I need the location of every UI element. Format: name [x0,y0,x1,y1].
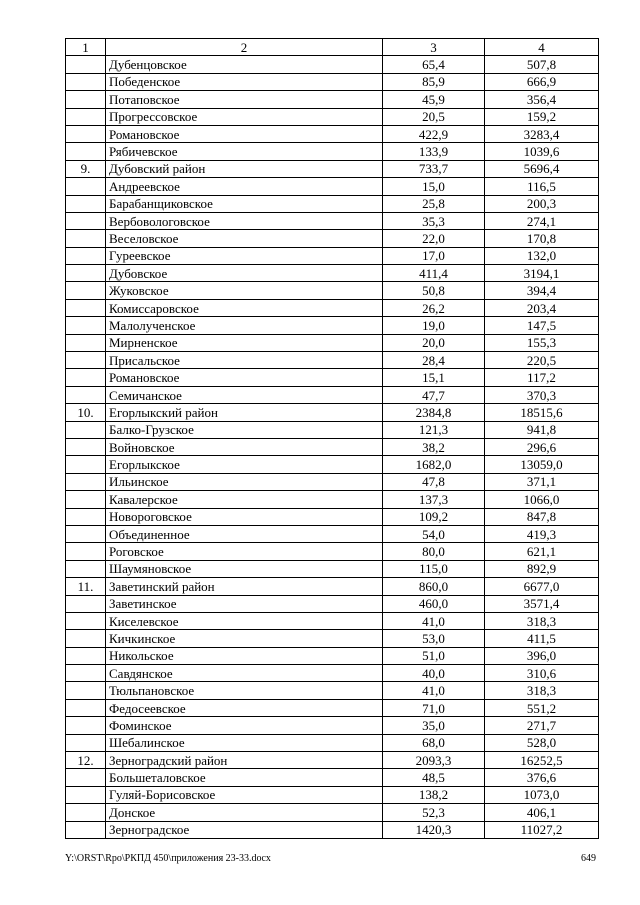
column-3-value-cell: 41,0 [383,612,485,629]
row-number-cell [66,317,106,334]
row-number-cell [66,73,106,90]
row-number-cell [66,717,106,734]
column-3-value-cell: 65,4 [383,56,485,73]
row-number-cell [66,525,106,542]
row-number-cell [66,595,106,612]
table-row [66,108,599,125]
row-number-cell [66,91,106,108]
table-row [66,282,599,299]
settlement-name-cell: Егорлыкский район [106,404,383,421]
column-4-value-cell: 941,8 [485,421,599,438]
settlement-name-cell: Балко-Грузское [106,421,383,438]
table-row [66,682,599,699]
column-4-value-cell: 11027,2 [485,821,599,838]
column-3-value-cell: 47,8 [383,473,485,490]
column-3-value-cell: 137,3 [383,491,485,508]
row-number-cell [66,473,106,490]
table-row [66,595,599,612]
table-row [66,786,599,803]
column-3-value-cell: 422,9 [383,125,485,142]
column-3-value-cell: 80,0 [383,543,485,560]
column-4-value-cell: 356,4 [485,91,599,108]
row-number-cell [66,804,106,821]
column-3-value-cell: 41,0 [383,682,485,699]
column-4-value-cell: 170,8 [485,230,599,247]
column-4-value-cell: 370,3 [485,386,599,403]
table-row [66,491,599,508]
table-row [66,752,599,769]
header-cell-1: 1 [66,39,106,56]
column-4-value-cell: 147,5 [485,317,599,334]
column-4-value-cell: 5696,4 [485,160,599,177]
column-4-value-cell: 159,2 [485,108,599,125]
settlement-name-cell: Новороговское [106,508,383,525]
settlement-name-cell: Веселовское [106,230,383,247]
table-row [66,804,599,821]
settlement-name-cell: Дубенцовское [106,56,383,73]
settlement-name-cell: Комиссаровское [106,299,383,316]
column-3-value-cell: 35,0 [383,717,485,734]
table-row [66,247,599,264]
column-4-value-cell: 296,6 [485,438,599,455]
table-row [66,178,599,195]
settlement-name-cell: Присальское [106,352,383,369]
column-3-value-cell: 133,9 [383,143,485,160]
column-3-value-cell: 733,7 [383,160,485,177]
column-3-value-cell: 50,8 [383,282,485,299]
column-4-value-cell: 394,4 [485,282,599,299]
column-3-value-cell: 411,4 [383,265,485,282]
column-4-value-cell: 892,9 [485,560,599,577]
settlement-name-cell: Гуляй-Борисовское [106,786,383,803]
header-cell-3: 3 [383,39,485,56]
row-number-cell [66,247,106,264]
settlement-name-cell: Донское [106,804,383,821]
settlement-name-cell: Егорлыкское [106,456,383,473]
table-row [66,525,599,542]
column-4-value-cell: 18515,6 [485,404,599,421]
row-number-cell [66,230,106,247]
column-3-value-cell: 17,0 [383,247,485,264]
row-number-cell [66,612,106,629]
table-row [66,160,599,177]
table-row [66,56,599,73]
column-3-value-cell: 26,2 [383,299,485,316]
table-row [66,456,599,473]
column-4-value-cell: 621,1 [485,543,599,560]
column-4-value-cell: 274,1 [485,212,599,229]
row-number-cell [66,334,106,351]
column-4-value-cell: 318,3 [485,682,599,699]
settlement-name-cell: Зерноградский район [106,752,383,769]
table-row [66,386,599,403]
row-number-cell [66,491,106,508]
column-3-value-cell: 2384,8 [383,404,485,421]
row-number-cell [66,212,106,229]
row-number-cell [66,508,106,525]
column-3-value-cell: 2093,3 [383,752,485,769]
row-number-cell: 10. [66,404,106,421]
column-4-value-cell: 318,3 [485,612,599,629]
column-4-value-cell: 1066,0 [485,491,599,508]
column-3-value-cell: 15,0 [383,178,485,195]
table-row [66,734,599,751]
column-4-value-cell: 666,9 [485,73,599,90]
column-3-value-cell: 47,7 [383,386,485,403]
column-3-value-cell: 38,2 [383,438,485,455]
table-row [66,630,599,647]
column-3-value-cell: 51,0 [383,647,485,664]
table-row [66,473,599,490]
table-row [66,421,599,438]
table-row [66,647,599,664]
column-3-value-cell: 22,0 [383,230,485,247]
settlement-name-cell: Победенское [106,73,383,90]
column-4-value-cell: 507,8 [485,56,599,73]
column-3-value-cell: 28,4 [383,352,485,369]
table-row [66,438,599,455]
table-row [66,543,599,560]
column-3-value-cell: 52,3 [383,804,485,821]
column-4-value-cell: 528,0 [485,734,599,751]
table-row [66,299,599,316]
row-number-cell [66,282,106,299]
column-4-value-cell: 396,0 [485,647,599,664]
table-header-row [66,39,599,56]
column-4-value-cell: 155,3 [485,334,599,351]
column-3-value-cell: 19,0 [383,317,485,334]
column-3-value-cell: 109,2 [383,508,485,525]
settlement-name-cell: Федосеевское [106,699,383,716]
column-3-value-cell: 1682,0 [383,456,485,473]
row-number-cell [66,630,106,647]
row-number-cell [66,56,106,73]
column-3-value-cell: 71,0 [383,699,485,716]
row-number-cell [66,299,106,316]
table-body [66,39,599,839]
column-4-value-cell: 13059,0 [485,456,599,473]
column-4-value-cell: 3571,4 [485,595,599,612]
row-number-cell [66,125,106,142]
table-row [66,317,599,334]
row-number-cell [66,265,106,282]
column-3-value-cell: 121,3 [383,421,485,438]
settlement-name-cell: Тюльпановское [106,682,383,699]
column-4-value-cell: 3194,1 [485,265,599,282]
row-number-cell [66,665,106,682]
column-3-value-cell: 35,3 [383,212,485,229]
settlement-name-cell: Прогрессовское [106,108,383,125]
settlement-name-cell: Зерноградское [106,821,383,838]
settlement-name-cell: Объединенное [106,525,383,542]
settlement-name-cell: Потаповское [106,91,383,108]
column-3-value-cell: 20,5 [383,108,485,125]
row-number-cell [66,195,106,212]
footer-file-path: Y:\ORST\Rpo\РКПД 450\приложения 23-33.docx [65,853,271,864]
settlement-name-cell: Киселевское [106,612,383,629]
column-3-value-cell: 20,0 [383,334,485,351]
column-3-value-cell: 45,9 [383,91,485,108]
table-row [66,230,599,247]
table-row [66,612,599,629]
table-row [66,352,599,369]
row-number-cell: 9. [66,160,106,177]
row-number-cell [66,682,106,699]
settlement-name-cell: Вербовологовское [106,212,383,229]
settlement-name-cell: Заветинское [106,595,383,612]
table-row [66,560,599,577]
column-4-value-cell: 6677,0 [485,578,599,595]
column-3-value-cell: 15,1 [383,369,485,386]
row-number-cell [66,734,106,751]
table-row [66,334,599,351]
row-number-cell [66,369,106,386]
table-row [66,195,599,212]
column-4-value-cell: 376,6 [485,769,599,786]
settlement-name-cell: Романовское [106,369,383,386]
settlement-name-cell: Заветинский район [106,578,383,595]
settlement-name-cell: Рябичевское [106,143,383,160]
row-number-cell [66,769,106,786]
data-table [65,38,599,839]
settlement-name-cell: Андреевское [106,178,383,195]
settlement-name-cell: Роговское [106,543,383,560]
page-number: 649 [581,853,596,864]
settlement-name-cell: Романовское [106,125,383,142]
table-row [66,821,599,838]
column-3-value-cell: 115,0 [383,560,485,577]
column-3-value-cell: 1420,3 [383,821,485,838]
column-4-value-cell: 847,8 [485,508,599,525]
row-number-cell [66,821,106,838]
column-4-value-cell: 419,3 [485,525,599,542]
column-4-value-cell: 16252,5 [485,752,599,769]
header-cell-4: 4 [485,39,599,56]
table-row [66,73,599,90]
column-3-value-cell: 138,2 [383,786,485,803]
table-row [66,508,599,525]
row-number-cell [66,108,106,125]
column-4-value-cell: 551,2 [485,699,599,716]
settlement-name-cell: Фоминское [106,717,383,734]
settlement-name-cell: Гуреевское [106,247,383,264]
row-number-cell [66,421,106,438]
settlement-name-cell: Никольское [106,647,383,664]
header-cell-2: 2 [106,39,383,56]
column-3-value-cell: 460,0 [383,595,485,612]
column-4-value-cell: 117,2 [485,369,599,386]
settlement-name-cell: Большеталовское [106,769,383,786]
table-row [66,91,599,108]
table-row [66,699,599,716]
settlement-name-cell: Жуковское [106,282,383,299]
row-number-cell [66,647,106,664]
row-number-cell [66,178,106,195]
table-row [66,665,599,682]
table-row [66,404,599,421]
table-row [66,143,599,160]
column-3-value-cell: 40,0 [383,665,485,682]
table-row [66,578,599,595]
column-4-value-cell: 132,0 [485,247,599,264]
column-3-value-cell: 85,9 [383,73,485,90]
column-4-value-cell: 406,1 [485,804,599,821]
table-row [66,717,599,734]
table-row [66,369,599,386]
column-4-value-cell: 371,1 [485,473,599,490]
column-3-value-cell: 54,0 [383,525,485,542]
row-number-cell [66,386,106,403]
table-row [66,125,599,142]
settlement-name-cell: Шебалинское [106,734,383,751]
row-number-cell [66,456,106,473]
settlement-name-cell: Савдянское [106,665,383,682]
row-number-cell [66,143,106,160]
settlement-name-cell: Войновское [106,438,383,455]
row-number-cell [66,543,106,560]
row-number-cell [66,786,106,803]
settlement-name-cell: Кичкинское [106,630,383,647]
row-number-cell [66,438,106,455]
column-3-value-cell: 25,8 [383,195,485,212]
settlement-name-cell: Семичанское [106,386,383,403]
column-3-value-cell: 53,0 [383,630,485,647]
column-4-value-cell: 271,7 [485,717,599,734]
settlement-name-cell: Дубовский район [106,160,383,177]
row-number-cell [66,560,106,577]
column-4-value-cell: 116,5 [485,178,599,195]
settlement-name-cell: Малолученское [106,317,383,334]
column-4-value-cell: 220,5 [485,352,599,369]
column-3-value-cell: 48,5 [383,769,485,786]
settlement-name-cell: Шаумяновское [106,560,383,577]
settlement-name-cell: Ильинское [106,473,383,490]
column-4-value-cell: 310,6 [485,665,599,682]
row-number-cell: 11. [66,578,106,595]
column-4-value-cell: 1073,0 [485,786,599,803]
column-4-value-cell: 3283,4 [485,125,599,142]
row-number-cell [66,352,106,369]
column-4-value-cell: 200,3 [485,195,599,212]
column-3-value-cell: 860,0 [383,578,485,595]
settlement-name-cell: Кавалерское [106,491,383,508]
table-row [66,212,599,229]
column-4-value-cell: 411,5 [485,630,599,647]
row-number-cell [66,699,106,716]
column-3-value-cell: 68,0 [383,734,485,751]
table-row [66,769,599,786]
settlement-name-cell: Мирненское [106,334,383,351]
settlement-name-cell: Барабанщиковское [106,195,383,212]
column-4-value-cell: 1039,6 [485,143,599,160]
table-row [66,265,599,282]
row-number-cell: 12. [66,752,106,769]
settlement-name-cell: Дубовское [106,265,383,282]
column-4-value-cell: 203,4 [485,299,599,316]
